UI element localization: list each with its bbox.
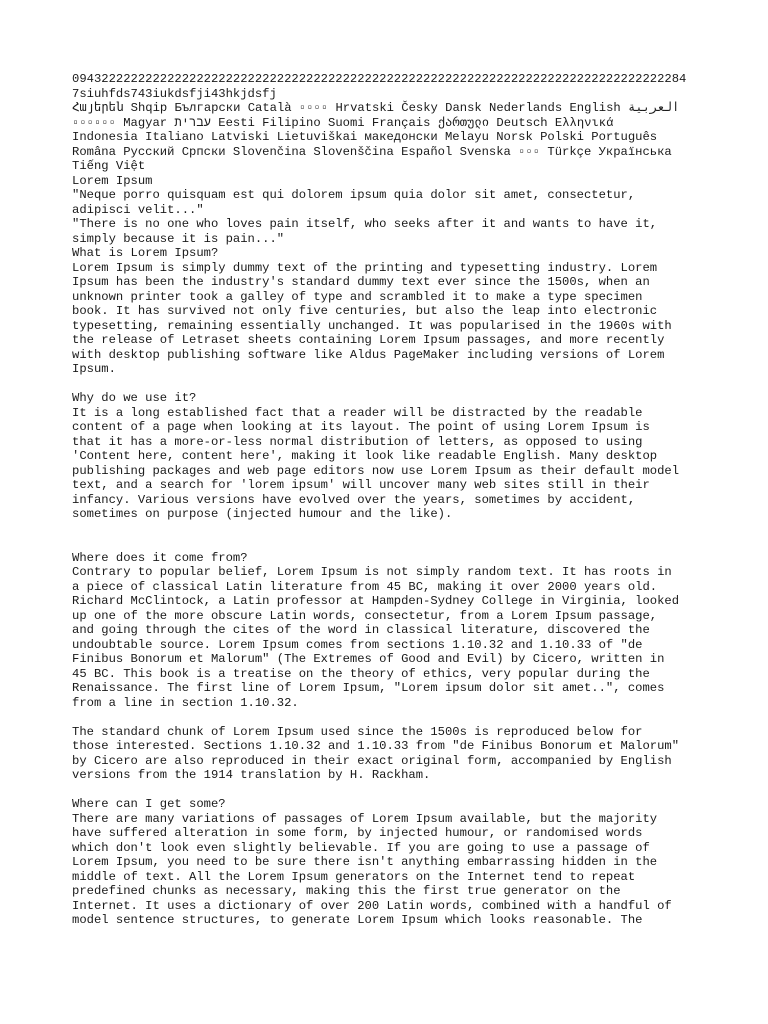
- text-line: middle of text. All the Lorem Ipsum generators on the Internet tend to repeat: [72, 869, 636, 884]
- text-line: from a line in section 1.10.32.: [72, 695, 299, 710]
- text-line: Lorem Ipsum: [72, 173, 153, 188]
- text-line: Why do we use it?: [72, 391, 197, 405]
- text-line: Where does it come from?: [72, 550, 248, 565]
- text-line: 094322222222222222222222222222222222222222222222222222222222222222222222222222222284: [72, 72, 687, 86]
- text-line: 45 BC. This book is a treatise on the theory of ethics, very popular during the: [72, 666, 650, 681]
- text-line: the release of Letraset sheets containing Lorem Ipsum passages, and more recently: [72, 333, 665, 347]
- text-line: by Cicero are also reproduced in their exact original form, accompanied by English: [72, 753, 672, 768]
- text-line: Ipsum.: [72, 362, 116, 376]
- text-line: The standard chunk of Lorem Ipsum used since the 1500s is reproduced below for: [72, 724, 643, 739]
- text-line: Finibus Bonorum et Malorum" (The Extremes of Good and Evil) by Cicero, written in: [72, 652, 665, 666]
- text-line: have suffered alteration in some form, by injected humour, or randomised words: [72, 826, 643, 840]
- text-line: adipisci velit...": [72, 202, 204, 217]
- text-line: Indonesia Italiano Latviski Lietuviškai македонски Melayu Norsk Polski Português: [72, 130, 658, 144]
- text-line: "There is no one who loves pain itself, who seeks after it and wants to have it,: [72, 217, 658, 231]
- text-line: Internet. It uses a dictionary of over 200 Latin words, combined with a handful of: [72, 898, 672, 913]
- text-line: that it has a more-or-less normal distribution of letters, as opposed to using: [72, 434, 643, 449]
- text-line: book. It has survived not only five centuries, but also the leap into electronic: [72, 304, 658, 318]
- text-line: infancy. Various versions have evolved over the years, sometimes by accident,: [72, 492, 636, 507]
- text-line: typesetting, remaining essentially unchanged. It was popularised in the 1960s with: [72, 318, 672, 333]
- text-line: 'Content here, content here', making it look like readable English. Many desktop: [72, 449, 658, 463]
- text-line: which don't look even slightly believable. If you are going to use a passage of: [72, 840, 650, 855]
- text-line: Lorem Ipsum, you need to be sure there isn't anything embarrassing hidden in the: [72, 855, 658, 869]
- text-line: Lorem Ipsum is simply dummy text of the printing and typesetting industry. Lorem: [72, 260, 658, 275]
- text-line: undoubtable source. Lorem Ipsum comes from sections 1.10.32 and 1.10.33 of "de: [72, 637, 643, 652]
- text-line: 7siuhfds743iukdsfji43hkjdsfj: [72, 86, 277, 101]
- text-line: Ipsum has been the industry's standard dummy text ever since the 1500s, when an: [72, 275, 650, 289]
- text-line: Tiếng Việt: [72, 159, 146, 173]
- text-line: up one of the more obscure Latin words, consectetur, from a Lorem Ipsum passage,: [72, 608, 658, 623]
- text-line: Where can I get some?: [72, 797, 226, 811]
- text-line: with desktop publishing software like Aldus PageMaker including versions of Lorem: [72, 347, 665, 362]
- text-line: and going through the cites of the word in classical literature, discovered the: [72, 623, 650, 637]
- text-line: ▫▫▫▫▫▫ Magyar עברית Eesti Filipino Suomi Français ქართული Deutsch Ελληνικά: [72, 115, 614, 130]
- text-line: sometimes on purpose (injected humour and the like).: [72, 507, 453, 521]
- text-line: unknown printer took a galley of type and scrambled it to make a type specimen: [72, 289, 643, 304]
- text-line: Richard McClintock, a Latin professor at Hampden-Sydney College in Virginia, looked: [72, 594, 680, 608]
- blank-line: [72, 710, 712, 725]
- text-line: simply because it is pain...": [72, 231, 285, 246]
- blank-line: [72, 522, 712, 537]
- text-line: Contrary to popular belief, Lorem Ipsum is not simply random text. It has roots in: [72, 565, 672, 579]
- text-line: text, and a search for 'lorem ipsum' will uncover many web sites still in their: [72, 478, 650, 492]
- text-line: Հայերեն Shqip Български Català ▫▫▫▫ Hrvatski Česky Dansk Nederlands English العربية: [72, 101, 680, 115]
- text-line: It is a long established fact that a reader will be distracted by the readable: [72, 405, 643, 420]
- text-line: "Neque porro quisquam est qui dolorem ipsum quia dolor sit amet, consectetur,: [72, 188, 636, 202]
- text-line: publishing packages and web page editors now use Lorem Ipsum as their default model: [72, 463, 680, 478]
- blank-line: [72, 783, 712, 798]
- text-line: versions from the 1914 translation by H. Rackham.: [72, 768, 431, 782]
- text-line: a piece of classical Latin literature from 45 BC, making it over 2000 years old.: [72, 579, 658, 594]
- text-line: predefined chunks as necessary, making this the first true generator on the: [72, 884, 621, 898]
- text-line: content of a page when looking at its layout. The point of using Lorem Ipsum is: [72, 420, 650, 434]
- text-line: There are many variations of passages of Lorem Ipsum available, but the majority: [72, 811, 658, 826]
- text-line: Renaissance. The first line of Lorem Ipsum, "Lorem ipsum dolor sit amet..", comes: [72, 681, 665, 695]
- text-line: Româna Русский Српски Slovenčina Slovenščina Español Svenska ▫▫▫ Türkçe Українська: [72, 144, 672, 159]
- text-line: model sentence structures, to generate Lorem Ipsum which looks reasonable. The: [72, 913, 643, 927]
- text-line: those interested. Sections 1.10.32 and 1.10.33 from "de Finibus Bonorum et Malorum": [72, 739, 680, 753]
- text-line: What is Lorem Ipsum?: [72, 246, 219, 260]
- blank-line: [72, 536, 712, 551]
- blank-line: [72, 377, 712, 392]
- document-body: [72, 72, 712, 928]
